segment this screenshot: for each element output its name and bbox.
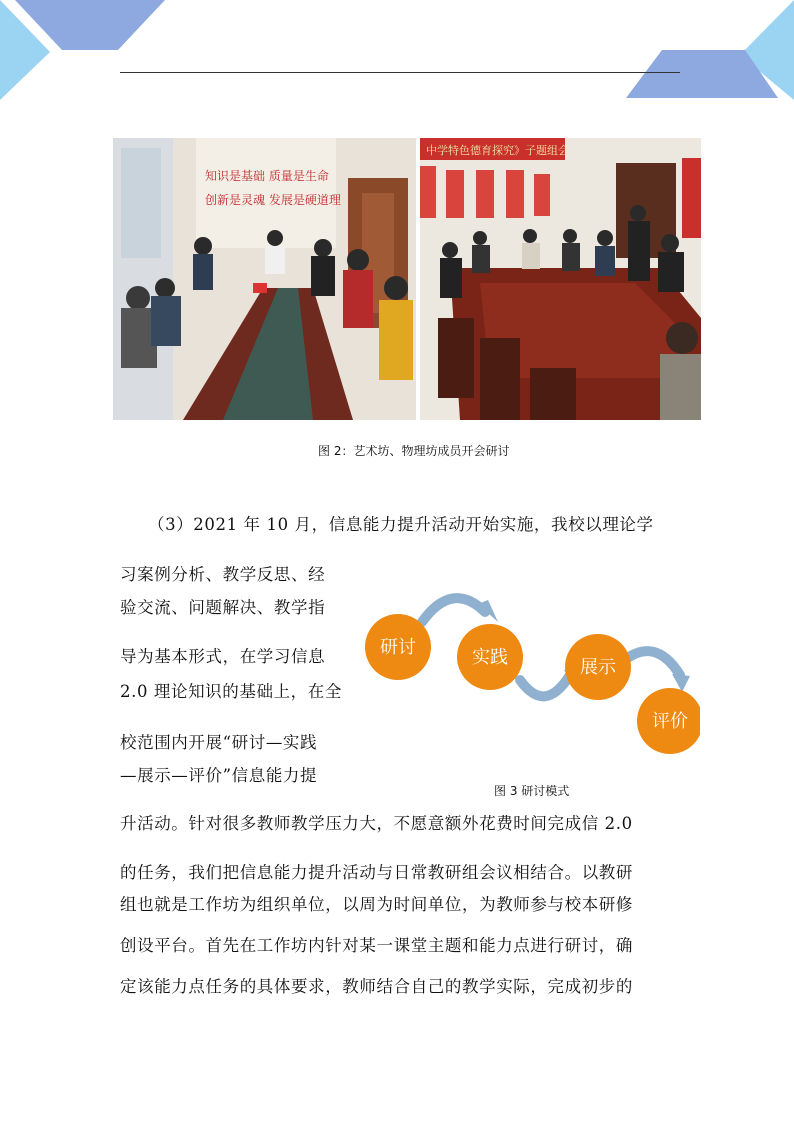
flow-arrow-1	[422, 598, 485, 622]
paragraph-line: 升活动。针对很多教师教学压力大，不愿意额外花费时间完成信 2.0	[120, 814, 633, 833]
paragraph-line: 定该能力点任务的具体要求，教师结合自己的教学实际，完成初步的	[120, 977, 633, 996]
paragraph-line: 校范围内开展“研讨—实践	[120, 733, 318, 752]
photo-art-workshop	[113, 138, 416, 420]
flow-label-practice: 实践	[472, 647, 508, 668]
right-banner: 中学特色德育探究》子题组会	[426, 144, 569, 157]
paragraph-line: 2.0 理论知识的基础上，在全	[120, 682, 342, 701]
paragraph-line: 验交流、问题解决、教学指	[120, 598, 326, 617]
paragraph-line: 的任务，我们把信息能力提升活动与日常教研组会议相结合。以教研	[120, 863, 633, 882]
figure2-caption: 图 2：艺术坊、物理坊成员开会研讨	[318, 444, 510, 458]
paragraph-line: —展示—评价”信息能力提	[120, 766, 318, 785]
flow-arrow-2	[520, 675, 570, 696]
header-decoration	[0, 0, 794, 110]
paragraph-line: 习案例分析、教学反思、经	[120, 565, 326, 584]
flow-label-evaluate: 评价	[652, 711, 688, 732]
paragraph-line: （3）2021 年 10 月，信息能力提升活动开始实施，我校以理论学	[148, 515, 654, 534]
figure3-caption: 图 3 研讨模式	[494, 784, 570, 798]
paragraph-line: 导为基本形式，在学习信息	[120, 647, 326, 666]
flow-label-display: 展示	[580, 657, 616, 678]
photo-physics-workshop	[420, 138, 701, 420]
paragraph-line: 创设平台。首先在工作坊内针对某一课堂主题和能力点进行研讨，确	[120, 936, 633, 955]
left-banner-line2: 创新是灵魂 发展是硬道理	[205, 193, 341, 207]
header-rule	[120, 72, 680, 73]
flow-label-discuss: 研讨	[380, 637, 416, 658]
flow-diagram	[360, 580, 700, 780]
paragraph-line: 组也就是工作坊为组织单位，以周为时间单位，为教师参与校本研修	[120, 895, 633, 914]
left-banner-line1: 知识是基础 质量是生命	[205, 169, 329, 183]
